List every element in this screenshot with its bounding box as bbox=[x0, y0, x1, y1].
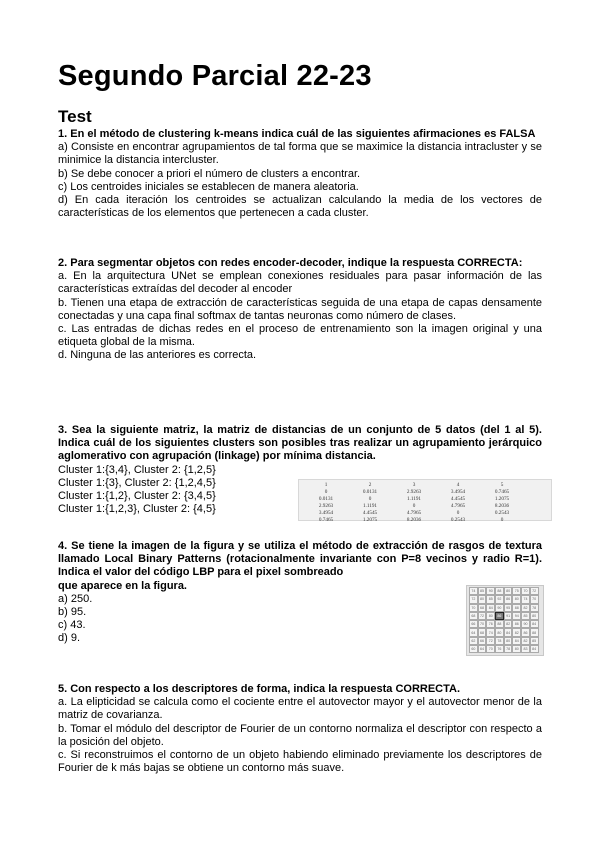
question-heading: 5. Con respecto a los descriptores de forma, indica la respuesta CORRECTA. bbox=[58, 683, 461, 695]
pixel-cell: 88 bbox=[512, 604, 521, 612]
pixel-cell: 95 bbox=[504, 604, 513, 612]
matrix-cell: 0.7465 bbox=[318, 516, 334, 523]
question-heading: 3. Sea la siguiente matriz, la matriz de distancias de un conjunto de 5 datos (del 1 al 5). Indica cuál de los siguientes clusters son posibles tras realizar un agrupamiento jerárquico aglomerativo con agrupación (linkage) por mínima distancia. bbox=[58, 424, 542, 463]
pixel-cell: 80 bbox=[478, 595, 487, 603]
answer-option: d) En cada iteración los centroides se actualizan calculando la media de los vectores de características de los elementos que pertenecen a cada cluster. bbox=[58, 194, 542, 220]
answer-option: d) 9. bbox=[58, 632, 81, 645]
question-heading: 1. En el método de clustering k-means indica cuál de las siguientes afirmaciones es FALSA bbox=[58, 128, 536, 140]
pixel-cell: 88 bbox=[530, 628, 539, 636]
pixel-cell: 84 bbox=[512, 637, 521, 645]
answer-option: Cluster 1:{1,2,3}, Cluster 2: {4,5} bbox=[58, 503, 216, 516]
pixel-cell: 82 bbox=[521, 637, 530, 645]
pixel-cell: 80 bbox=[495, 628, 504, 636]
matrix-cell: 2.9263 bbox=[406, 488, 422, 495]
answer-option: a. En la arquitectura UNet se emplean conexiones residuales para pasar información de las características extraídas del decoder al encoder bbox=[58, 270, 542, 296]
pixel-cell: 74 bbox=[469, 587, 478, 595]
matrix-cell: 4.7965 bbox=[406, 509, 422, 516]
matrix-cell: 0.2543 bbox=[494, 509, 510, 516]
answer-option: c. Las entradas de dichas redes en el proceso de entrenamiento son la imagen original y una etiqueta global de la misma. bbox=[58, 323, 542, 349]
pixel-cell: 72 bbox=[469, 595, 478, 603]
question-1 bbox=[58, 128, 542, 220]
pixel-cell: 70 bbox=[521, 587, 530, 595]
pixel-cell: 60 bbox=[469, 645, 478, 653]
pixel-cell: 70 bbox=[478, 620, 487, 628]
pixel-cell: 90 bbox=[486, 587, 495, 595]
answer-option: Cluster 1:{3}, Cluster 2: {1,2,4,5} bbox=[58, 476, 216, 489]
shaded-pixel-cell: 86 bbox=[495, 612, 504, 620]
pixel-cell: 75 bbox=[512, 587, 521, 595]
question-heading-continued: que aparece en la figura. bbox=[58, 579, 187, 592]
pixel-cell: 80 bbox=[530, 612, 539, 620]
pixel-cell: 86 bbox=[504, 595, 513, 603]
pixel-cell: 78 bbox=[504, 645, 513, 653]
pixel-cell: 80 bbox=[504, 587, 513, 595]
matrix-cell: 4.4545 bbox=[362, 509, 378, 516]
pixel-cell: 85 bbox=[478, 587, 487, 595]
pixel-cell: 80 bbox=[512, 645, 521, 653]
pixel-cell: 84 bbox=[504, 628, 513, 636]
answer-option: b) Se debe conocer a priori el número de clusters a encontrar. bbox=[58, 167, 361, 180]
pixel-cell: 91 bbox=[504, 612, 513, 620]
matrix-cell: 0.2543 bbox=[450, 516, 466, 523]
pixel-cell: 88 bbox=[495, 587, 504, 595]
matrix-header-cell: 4 bbox=[456, 481, 460, 488]
pixel-cell: 80 bbox=[486, 612, 495, 620]
answer-option: c) 43. bbox=[58, 619, 86, 632]
answer-option: d. Ninguna de las anteriores es correcta. bbox=[58, 349, 257, 362]
pixel-cell: 66 bbox=[469, 620, 478, 628]
pixel-cell: 88 bbox=[495, 620, 504, 628]
matrix-cell: 0.0131 bbox=[318, 495, 334, 502]
matrix-cell: 1.2075 bbox=[362, 516, 378, 523]
pixel-cell: 76 bbox=[486, 620, 495, 628]
matrix-cell: 3.4954 bbox=[450, 488, 466, 495]
pixel-cell: 83 bbox=[521, 645, 530, 653]
pixel-cell: 76 bbox=[495, 645, 504, 653]
matrix-cell: 0.7465 bbox=[494, 488, 510, 495]
pixel-cell: 70 bbox=[530, 595, 539, 603]
pixel-cell: 64 bbox=[469, 628, 478, 636]
pixel-cell: 86 bbox=[521, 628, 530, 636]
pixel-cell: 78 bbox=[495, 637, 504, 645]
pixel-cell: 72 bbox=[530, 587, 539, 595]
matrix-cell: 0 bbox=[324, 488, 328, 495]
pixel-cell: 84 bbox=[486, 604, 495, 612]
answer-option: b. Tomar el módulo del descriptor de Fourier de un contorno normaliza el descriptor con respecto a la posición del objeto. bbox=[58, 722, 542, 748]
pixel-cell: 70 bbox=[486, 645, 495, 653]
pixel-cell: 64 bbox=[478, 645, 487, 653]
document-title: Segundo Parcial 22-23 bbox=[58, 60, 372, 92]
answer-option: c) Los centroides iniciales se establecen de manera aleatoria. bbox=[58, 180, 359, 193]
matrix-cell: 0 bbox=[368, 495, 372, 502]
question-heading: 2. Para segmentar objetos con redes encoder-decoder, indique la respuesta CORRECTA: bbox=[58, 257, 523, 269]
matrix-cell: 0 bbox=[456, 509, 460, 516]
section-title: Test bbox=[58, 107, 92, 126]
matrix-cell: 1.2075 bbox=[494, 495, 510, 502]
question-2 bbox=[58, 257, 542, 363]
pixel-cell: 72 bbox=[486, 637, 495, 645]
pixel-cell: 90 bbox=[521, 620, 530, 628]
pixel-cell: 85 bbox=[486, 595, 495, 603]
pixel-cell: 70 bbox=[469, 604, 478, 612]
pixel-cell: 80 bbox=[512, 595, 521, 603]
matrix-header-cell: 2 bbox=[368, 481, 372, 488]
answer-option: a) Consiste en encontrar agrupamientos de tal forma que se maximice la distancia intracluster y se minimice la distancia intercluster. bbox=[58, 141, 542, 167]
matrix-header-cell: 5 bbox=[500, 481, 504, 488]
distance-matrix bbox=[304, 481, 524, 523]
pixel-cell: 68 bbox=[469, 612, 478, 620]
pixel-grid bbox=[469, 587, 539, 653]
matrix-cell: 1.1191 bbox=[406, 495, 422, 502]
answer-option: a) 250. bbox=[58, 592, 93, 605]
pixel-cell: 68 bbox=[478, 628, 487, 636]
pixel-cell: 68 bbox=[478, 604, 487, 612]
distance-matrix-table bbox=[304, 481, 524, 523]
pixel-cell: 84 bbox=[530, 645, 539, 653]
answer-option: Cluster 1:{1,2}, Cluster 2: {3,4,5} bbox=[58, 490, 216, 503]
pixel-cell: 78 bbox=[530, 604, 539, 612]
pixel-cell: 92 bbox=[495, 595, 504, 603]
pixel-cell: 72 bbox=[478, 612, 487, 620]
matrix-cell: 4.7965 bbox=[450, 502, 466, 509]
answer-option: b. Tienen una etapa de extracción de características seguida de una etapa de capas densamente conectadas y una capa final softmax de tantas neuronas como número de clases. bbox=[58, 296, 542, 322]
pixel-cell: 90 bbox=[495, 604, 504, 612]
pixel-cell: 82 bbox=[504, 620, 513, 628]
pixel-cell: 86 bbox=[512, 620, 521, 628]
pixel-cell: 80 bbox=[504, 637, 513, 645]
matrix-cell: 0.0131 bbox=[362, 488, 378, 495]
matrix-cell: 8.2036 bbox=[494, 502, 510, 509]
matrix-cell: 0 bbox=[412, 502, 416, 509]
answer-option: b) 95. bbox=[58, 606, 87, 619]
pixel-cell: 84 bbox=[530, 620, 539, 628]
question-heading: 4. Se tiene la imagen de la figura y se utiliza el método de extracción de rasgos de textura llamado Local Binary Patterns (rotacionalmente invariante con P=8 vecinos y radio R=1). Indica el valor del código LBP para el pixel sombreado bbox=[58, 540, 542, 579]
pixel-cell: 66 bbox=[478, 637, 487, 645]
matrix-cell: 1.1191 bbox=[362, 502, 378, 509]
pixel-cell: 82 bbox=[512, 628, 521, 636]
matrix-header-cell: 3 bbox=[412, 481, 416, 488]
matrix-cell: 2.9263 bbox=[318, 502, 334, 509]
matrix-cell: 4.4545 bbox=[450, 495, 466, 502]
pixel-cell: 85 bbox=[530, 637, 539, 645]
pixel-cell: 82 bbox=[521, 604, 530, 612]
question-5 bbox=[58, 683, 542, 775]
matrix-cell: 8.2036 bbox=[406, 516, 422, 523]
pixel-cell: 62 bbox=[469, 637, 478, 645]
matrix-header-cell: 1 bbox=[324, 481, 328, 488]
answer-option: Cluster 1:{3,4}, Cluster 2: {1,2,5} bbox=[58, 463, 216, 476]
pixel-cell: 85 bbox=[521, 612, 530, 620]
answer-option: c. Si reconstruimos el contorno de un objeto habiendo eliminado previamente los descriptores de Fourier de k más bajas se obtiene un contorno más suave. bbox=[58, 749, 542, 775]
pixel-cell: 94 bbox=[512, 612, 521, 620]
pixel-cell: 74 bbox=[521, 595, 530, 603]
answer-option: a. La elipticidad se calcula como el cociente entre el autovector mayor y el autovector menor de la matriz de covarianza. bbox=[58, 696, 542, 722]
pixel-cell: 74 bbox=[486, 628, 495, 636]
matrix-cell: 3.4954 bbox=[318, 509, 334, 516]
matrix-cell: 0 bbox=[500, 516, 504, 523]
